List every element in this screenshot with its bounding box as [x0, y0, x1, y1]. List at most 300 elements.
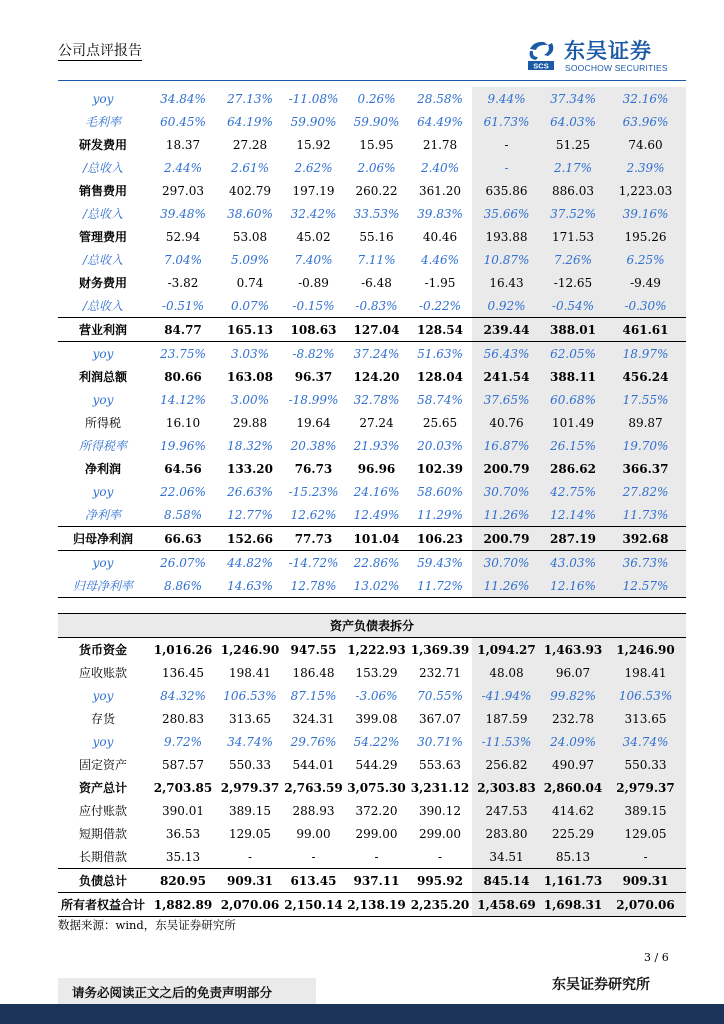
table-cell: 34.74%	[227, 734, 273, 749]
table-cell: 361.20	[419, 183, 461, 198]
table-cell: 13.02%	[345, 574, 408, 598]
table-cell: 171.53	[541, 225, 605, 248]
table-cell: 283.80	[472, 822, 541, 845]
row-label: yoy	[92, 484, 114, 499]
table-cell: 635.86	[472, 179, 541, 202]
table-cell: 5.09%	[230, 252, 270, 267]
table-cell: 232.71	[419, 665, 461, 680]
table-cell: 9.44%	[472, 87, 541, 110]
table-row	[58, 271, 686, 294]
table-cell: 389.15	[229, 803, 271, 818]
table-cell: 24.09%	[541, 730, 605, 753]
table-cell: 2,235.20	[408, 893, 472, 917]
table-cell: 260.22	[355, 183, 398, 198]
row-label: 固定资产	[78, 758, 127, 772]
table-cell: 63.96%	[605, 110, 686, 133]
table-cell: 84.77	[148, 318, 218, 342]
table-row	[58, 110, 686, 133]
table-cell: 153.29	[355, 665, 398, 680]
table-cell: 26.15%	[541, 434, 605, 457]
table-cell: 14.12%	[160, 392, 206, 407]
row-label: yoy	[58, 342, 148, 366]
table-cell: 886.03	[541, 179, 605, 202]
table-cell: 106.53%	[223, 688, 277, 703]
table-cell: 51.63%	[408, 342, 472, 366]
table-cell: 402.79	[229, 183, 271, 198]
table-cell: 7.40%	[294, 252, 333, 267]
row-label: 净利率	[84, 508, 121, 522]
table-cell: 127.04	[345, 318, 408, 342]
table-cell: 39.16%	[605, 202, 686, 225]
table-cell: 37.52%	[541, 202, 605, 225]
table-cell: 313.65	[229, 711, 271, 726]
table-cell: 1,463.93	[541, 638, 605, 662]
table-cell: 2,979.37	[605, 776, 686, 799]
table-cell: -9.49	[605, 271, 686, 294]
table-cell: 64.56	[164, 461, 202, 476]
table-cell: 12.16%	[541, 574, 605, 598]
table-cell: -15.23%	[288, 484, 339, 499]
row-label: 货币资金	[78, 643, 127, 657]
table-cell: 36.73%	[605, 551, 686, 575]
table-row	[58, 503, 686, 527]
table-row	[58, 156, 686, 179]
table-cell: -0.30%	[605, 294, 686, 318]
table-cell: 909.31	[218, 869, 282, 893]
table-cell: 15.95	[359, 137, 394, 152]
table-cell: 2.61%	[230, 160, 270, 175]
table-cell: 106.53%	[605, 684, 686, 707]
table-cell: 937.11	[345, 869, 408, 893]
table-cell: 256.82	[472, 753, 541, 776]
table-cell: 96.96	[357, 461, 396, 476]
table-cell: 59.43%	[408, 551, 472, 575]
table-cell: 490.97	[541, 753, 605, 776]
table-cell: 200.79	[472, 527, 541, 551]
table-cell: 20.03%	[417, 438, 463, 453]
footer-bar	[0, 1004, 724, 1024]
table-cell: 22.86%	[345, 551, 408, 575]
table-cell: 3,075.30	[347, 780, 406, 795]
table-cell: -0.22%	[418, 298, 462, 313]
table-cell: 544.01	[292, 757, 335, 772]
table-cell: 64.19%	[227, 114, 273, 129]
table-cell: 198.41	[229, 665, 271, 680]
table-cell: 36.53	[165, 826, 201, 841]
table-cell: 37.65%	[472, 388, 541, 411]
table-cell: 40.46	[422, 229, 458, 244]
table-cell: -0.51%	[161, 298, 205, 313]
table-cell: 32.78%	[353, 392, 400, 407]
table-cell: 38.60%	[227, 206, 273, 221]
logo-text-en: SOOCHOW SECURITIES	[565, 63, 668, 73]
table-cell: 53.08	[232, 229, 268, 244]
table-cell: 2,303.83	[472, 776, 541, 799]
table-cell: 129.05	[605, 822, 686, 845]
table-cell: 14.63%	[218, 574, 282, 598]
table-cell: 30.70%	[472, 480, 541, 503]
table-row	[58, 799, 686, 822]
logo-text-cn: 东吴证券	[564, 39, 652, 63]
row-label: 所得税率	[78, 439, 127, 453]
report-type-title: 公司点评报告	[58, 43, 142, 59]
table-cell: 187.59	[472, 707, 541, 730]
table-cell: 12.62%	[290, 507, 337, 522]
table-row	[58, 753, 686, 776]
table-cell: 1,369.39	[410, 642, 470, 657]
table-cell: 3.03%	[218, 342, 282, 366]
table-cell: 947.55	[290, 642, 337, 657]
table-cell: 18.37	[165, 137, 201, 152]
row-label: /总收入	[82, 207, 124, 221]
table-cell: 550.33	[229, 757, 271, 772]
table-cell: 8.58%	[163, 507, 203, 522]
table-cell: 56.43%	[472, 342, 541, 366]
table-cell: 239.44	[472, 318, 541, 342]
table-cell: 128.54	[408, 318, 472, 342]
table-cell: 197.19	[292, 183, 335, 198]
table-cell: 1,223.03	[605, 179, 686, 202]
table-cell: -	[605, 845, 686, 869]
table-cell: 129.05	[229, 826, 271, 841]
table-row	[58, 893, 686, 917]
table-row	[58, 684, 686, 707]
table-cell: 372.20	[355, 803, 398, 818]
table-cell: 34.74%	[605, 730, 686, 753]
table-cell: 399.08	[355, 711, 398, 726]
table-cell: 2,763.59	[284, 780, 343, 795]
table-cell: 11.73%	[605, 503, 686, 527]
table-cell: 22.06%	[160, 484, 206, 499]
table-row	[58, 776, 686, 799]
table-row	[58, 845, 686, 869]
table-cell: 80.66	[164, 369, 202, 384]
table-cell: 8.86%	[148, 574, 218, 598]
row-label: yoy	[92, 91, 114, 106]
table-cell: 12.78%	[282, 574, 345, 598]
table-cell: 1,882.89	[148, 893, 218, 917]
row-label: /总收入	[82, 161, 124, 175]
footer-disclaimer: 请务必阅读正文之后的免责声明部分	[72, 985, 273, 1000]
table-row	[58, 730, 686, 753]
table-cell: 21.78	[422, 137, 458, 152]
row-label: /总收入	[82, 253, 124, 267]
table-cell: 77.73	[282, 527, 345, 551]
table-cell: 909.31	[605, 869, 686, 893]
table-cell: 18.97%	[605, 342, 686, 366]
table-cell: 388.01	[541, 318, 605, 342]
table-cell: 128.04	[417, 369, 463, 384]
table-cell: 25.65	[422, 415, 458, 430]
source-note: 数据来源：wind，东吴证券研究所	[58, 918, 236, 932]
table-row	[58, 365, 686, 388]
table-cell: 0.74	[236, 275, 264, 290]
table-cell: 70.55%	[417, 688, 463, 703]
table-cell: 152.66	[218, 527, 282, 551]
table-cell: 3.00%	[230, 392, 270, 407]
table-cell: 102.39	[417, 461, 463, 476]
table-cell: 27.13%	[227, 91, 273, 106]
table-row	[58, 480, 686, 503]
table-cell: 24.16%	[353, 484, 400, 499]
table-cell: 26.07%	[148, 551, 218, 575]
row-label: yoy	[92, 392, 114, 407]
table-cell: 51.25	[541, 133, 605, 156]
row-label: 净利润	[84, 462, 121, 476]
table-cell: 0.07%	[230, 298, 270, 313]
table-cell: 286.62	[541, 457, 605, 480]
row-label: 营业利润	[58, 318, 148, 342]
table-cell: 7.11%	[357, 252, 396, 267]
row-label: 存货	[90, 712, 115, 726]
table-cell: 2,070.06	[605, 893, 686, 917]
row-label: 负债总计	[58, 869, 148, 893]
table-cell: 0.92%	[472, 294, 541, 318]
row-label: 短期借款	[78, 827, 127, 841]
table-cell: 1,246.90	[605, 638, 686, 662]
row-label: 归母净利润	[58, 527, 148, 551]
table-cell: 7.04%	[163, 252, 203, 267]
table-cell: 27.28	[232, 137, 268, 152]
table-cell: 55.16	[359, 229, 394, 244]
company-logo	[526, 39, 686, 75]
table-row	[58, 457, 686, 480]
table-row	[58, 202, 686, 225]
row-label: yoy	[92, 734, 114, 749]
table-cell: -41.94%	[472, 684, 541, 707]
table-cell: 34.84%	[160, 91, 206, 106]
table-cell: 74.60	[605, 133, 686, 156]
table-cell: 19.70%	[605, 434, 686, 457]
table-cell: 40.76	[472, 411, 541, 434]
table-cell: 287.19	[541, 527, 605, 551]
table-cell: 58.60%	[417, 484, 463, 499]
table-cell: 11.26%	[472, 503, 541, 527]
table-cell: 21.93%	[353, 438, 400, 453]
table-cell: 7.26%	[541, 248, 605, 271]
table-cell: 35.13	[165, 849, 201, 864]
table-cell: 2.44%	[163, 160, 203, 175]
table-cell: -0.89	[298, 275, 329, 290]
table-cell: 89.87	[605, 411, 686, 434]
table-cell: 32.16%	[605, 87, 686, 110]
table-cell: 1,016.26	[153, 642, 213, 657]
table-cell: 60.68%	[541, 388, 605, 411]
table-row	[58, 133, 686, 156]
table-cell: 99.82%	[541, 684, 605, 707]
soochow-logo-icon	[526, 39, 556, 71]
table-cell: 12.57%	[605, 574, 686, 598]
table-cell: 186.48	[292, 665, 335, 680]
table-cell: 414.62	[541, 799, 605, 822]
table-cell: 27.82%	[605, 480, 686, 503]
row-label: /总收入	[82, 299, 124, 313]
table-cell: 16.87%	[472, 434, 541, 457]
table-cell: 15.92	[296, 137, 331, 152]
table-row	[58, 822, 686, 845]
table-cell: 280.83	[162, 711, 204, 726]
table-cell: 64.03%	[541, 110, 605, 133]
table-cell: 3,231.12	[410, 780, 470, 795]
table-cell: 12.49%	[353, 507, 400, 522]
table-cell: -	[472, 156, 541, 179]
table-cell: 613.45	[282, 869, 345, 893]
table-cell: 39.48%	[160, 206, 206, 221]
row-label: 销售费用	[78, 184, 127, 198]
table-row	[58, 527, 686, 551]
table-cell: 1,246.90	[220, 642, 280, 657]
table-cell: 54.22%	[353, 734, 400, 749]
row-label: 归母净利率	[58, 574, 148, 598]
table-cell: 2.40%	[420, 160, 460, 175]
table-cell: -	[437, 849, 443, 864]
table-cell: 32.42%	[290, 206, 337, 221]
table-cell: 16.10	[165, 415, 201, 430]
table-cell: 12.14%	[541, 503, 605, 527]
table-cell: 19.64	[296, 415, 331, 430]
table-cell: 84.32%	[160, 688, 206, 703]
page-number: 3 / 6	[644, 951, 669, 964]
balance-sheet-table	[58, 613, 686, 917]
table-cell: -14.72%	[282, 551, 345, 575]
table-cell: 76.73	[294, 461, 333, 476]
table-cell: 48.08	[472, 661, 541, 684]
table-cell: 9.72%	[163, 734, 203, 749]
table-cell: 288.93	[292, 803, 335, 818]
table-cell: -3.82	[167, 275, 199, 290]
row-label: 毛利率	[84, 115, 121, 129]
table-cell: 34.51	[472, 845, 541, 869]
table-cell: 2,860.04	[541, 776, 605, 799]
table-cell: 193.88	[472, 225, 541, 248]
table-cell: 1,222.93	[347, 642, 406, 657]
table-cell: -11.08%	[288, 91, 339, 106]
table-cell: -8.82%	[282, 342, 345, 366]
table-cell: 33.53%	[353, 206, 400, 221]
table-cell: 313.65	[605, 707, 686, 730]
table-cell: 11.29%	[417, 507, 463, 522]
table-cell: 108.63	[282, 318, 345, 342]
balance-table-title: 资产负债表拆分	[58, 614, 686, 638]
table-cell: 136.45	[162, 665, 204, 680]
table-row	[58, 294, 686, 318]
table-cell: 12.77%	[227, 507, 273, 522]
table-cell: 16.43	[472, 271, 541, 294]
table-row	[58, 342, 686, 366]
table-row	[58, 388, 686, 411]
table-cell: 2,150.14	[282, 893, 345, 917]
table-cell: 1,698.31	[541, 893, 605, 917]
table-cell: -0.15%	[292, 298, 335, 313]
table-cell: 247.53	[472, 799, 541, 822]
table-row	[58, 248, 686, 271]
table-row	[58, 434, 686, 457]
table-cell: 17.55%	[605, 388, 686, 411]
table-row	[58, 661, 686, 684]
table-cell: 550.33	[605, 753, 686, 776]
table-row	[58, 707, 686, 730]
table-row	[58, 551, 686, 575]
table-cell: 232.78	[541, 707, 605, 730]
table-cell: -3.06%	[355, 688, 398, 703]
table-cell: 26.63%	[227, 484, 273, 499]
table-cell: 19.96%	[160, 438, 206, 453]
table-cell: 106.23	[408, 527, 472, 551]
table-cell: 2,979.37	[220, 780, 280, 795]
table-cell: 390.12	[419, 803, 461, 818]
table-cell: 37.24%	[345, 342, 408, 366]
table-cell: 389.15	[605, 799, 686, 822]
table-cell: 2.06%	[357, 160, 396, 175]
table-cell: 59.90%	[353, 114, 400, 129]
table-cell: 11.26%	[472, 574, 541, 598]
table-cell: 30.71%	[417, 734, 463, 749]
table-cell: 20.38%	[290, 438, 337, 453]
table-cell: 27.24	[359, 415, 394, 430]
table-cell: 165.13	[218, 318, 282, 342]
table-cell: 553.63	[419, 757, 461, 772]
table-cell: 2.17%	[541, 156, 605, 179]
table-cell: 241.54	[472, 365, 541, 388]
table-cell: 96.37	[294, 369, 333, 384]
table-cell: -	[374, 849, 379, 864]
table-cell: 96.07	[541, 661, 605, 684]
table-cell: 367.07	[419, 711, 461, 726]
table-cell: 43.03%	[541, 551, 605, 575]
table-cell: 42.75%	[541, 480, 605, 503]
table-cell: -0.54%	[541, 294, 605, 318]
table-cell: 544.29	[355, 757, 398, 772]
income-statement-table	[58, 87, 686, 598]
table-row	[58, 411, 686, 434]
table-cell: 2,703.85	[153, 780, 213, 795]
table-cell: 58.74%	[417, 392, 463, 407]
table-cell: 35.66%	[472, 202, 541, 225]
row-label: 管理费用	[78, 230, 127, 244]
table-cell: 124.20	[353, 369, 400, 384]
table-cell: -11.53%	[472, 730, 541, 753]
balance-table-title-row	[58, 614, 686, 638]
table-cell: 52.94	[165, 229, 201, 244]
table-cell: 23.75%	[148, 342, 218, 366]
table-cell: 195.26	[605, 225, 686, 248]
row-label: 应收账款	[78, 666, 127, 680]
table-cell: 59.90%	[290, 114, 337, 129]
svg-text:SCS: SCS	[533, 61, 549, 71]
table-cell: 461.61	[605, 318, 686, 342]
table-cell: 28.58%	[417, 91, 463, 106]
table-cell: 29.76%	[290, 734, 337, 749]
table-row	[58, 179, 686, 202]
table-cell: 163.08	[227, 369, 273, 384]
table-cell: 392.68	[605, 527, 686, 551]
table-cell: 995.92	[408, 869, 472, 893]
table-cell: 200.79	[472, 457, 541, 480]
table-cell: 2,070.06	[218, 893, 282, 917]
row-label: 长期借款	[78, 850, 127, 864]
table-cell: 45.02	[296, 229, 331, 244]
table-cell: 30.70%	[472, 551, 541, 575]
table-cell: 64.49%	[417, 114, 463, 129]
row-label: 应付账款	[78, 804, 127, 818]
table-cell: 11.72%	[408, 574, 472, 598]
table-cell: 61.73%	[472, 110, 541, 133]
table-row	[58, 869, 686, 893]
table-cell: 44.82%	[218, 551, 282, 575]
table-cell: 62.05%	[541, 342, 605, 366]
table-cell: 225.29	[541, 822, 605, 845]
table-cell: 4.46%	[420, 252, 460, 267]
